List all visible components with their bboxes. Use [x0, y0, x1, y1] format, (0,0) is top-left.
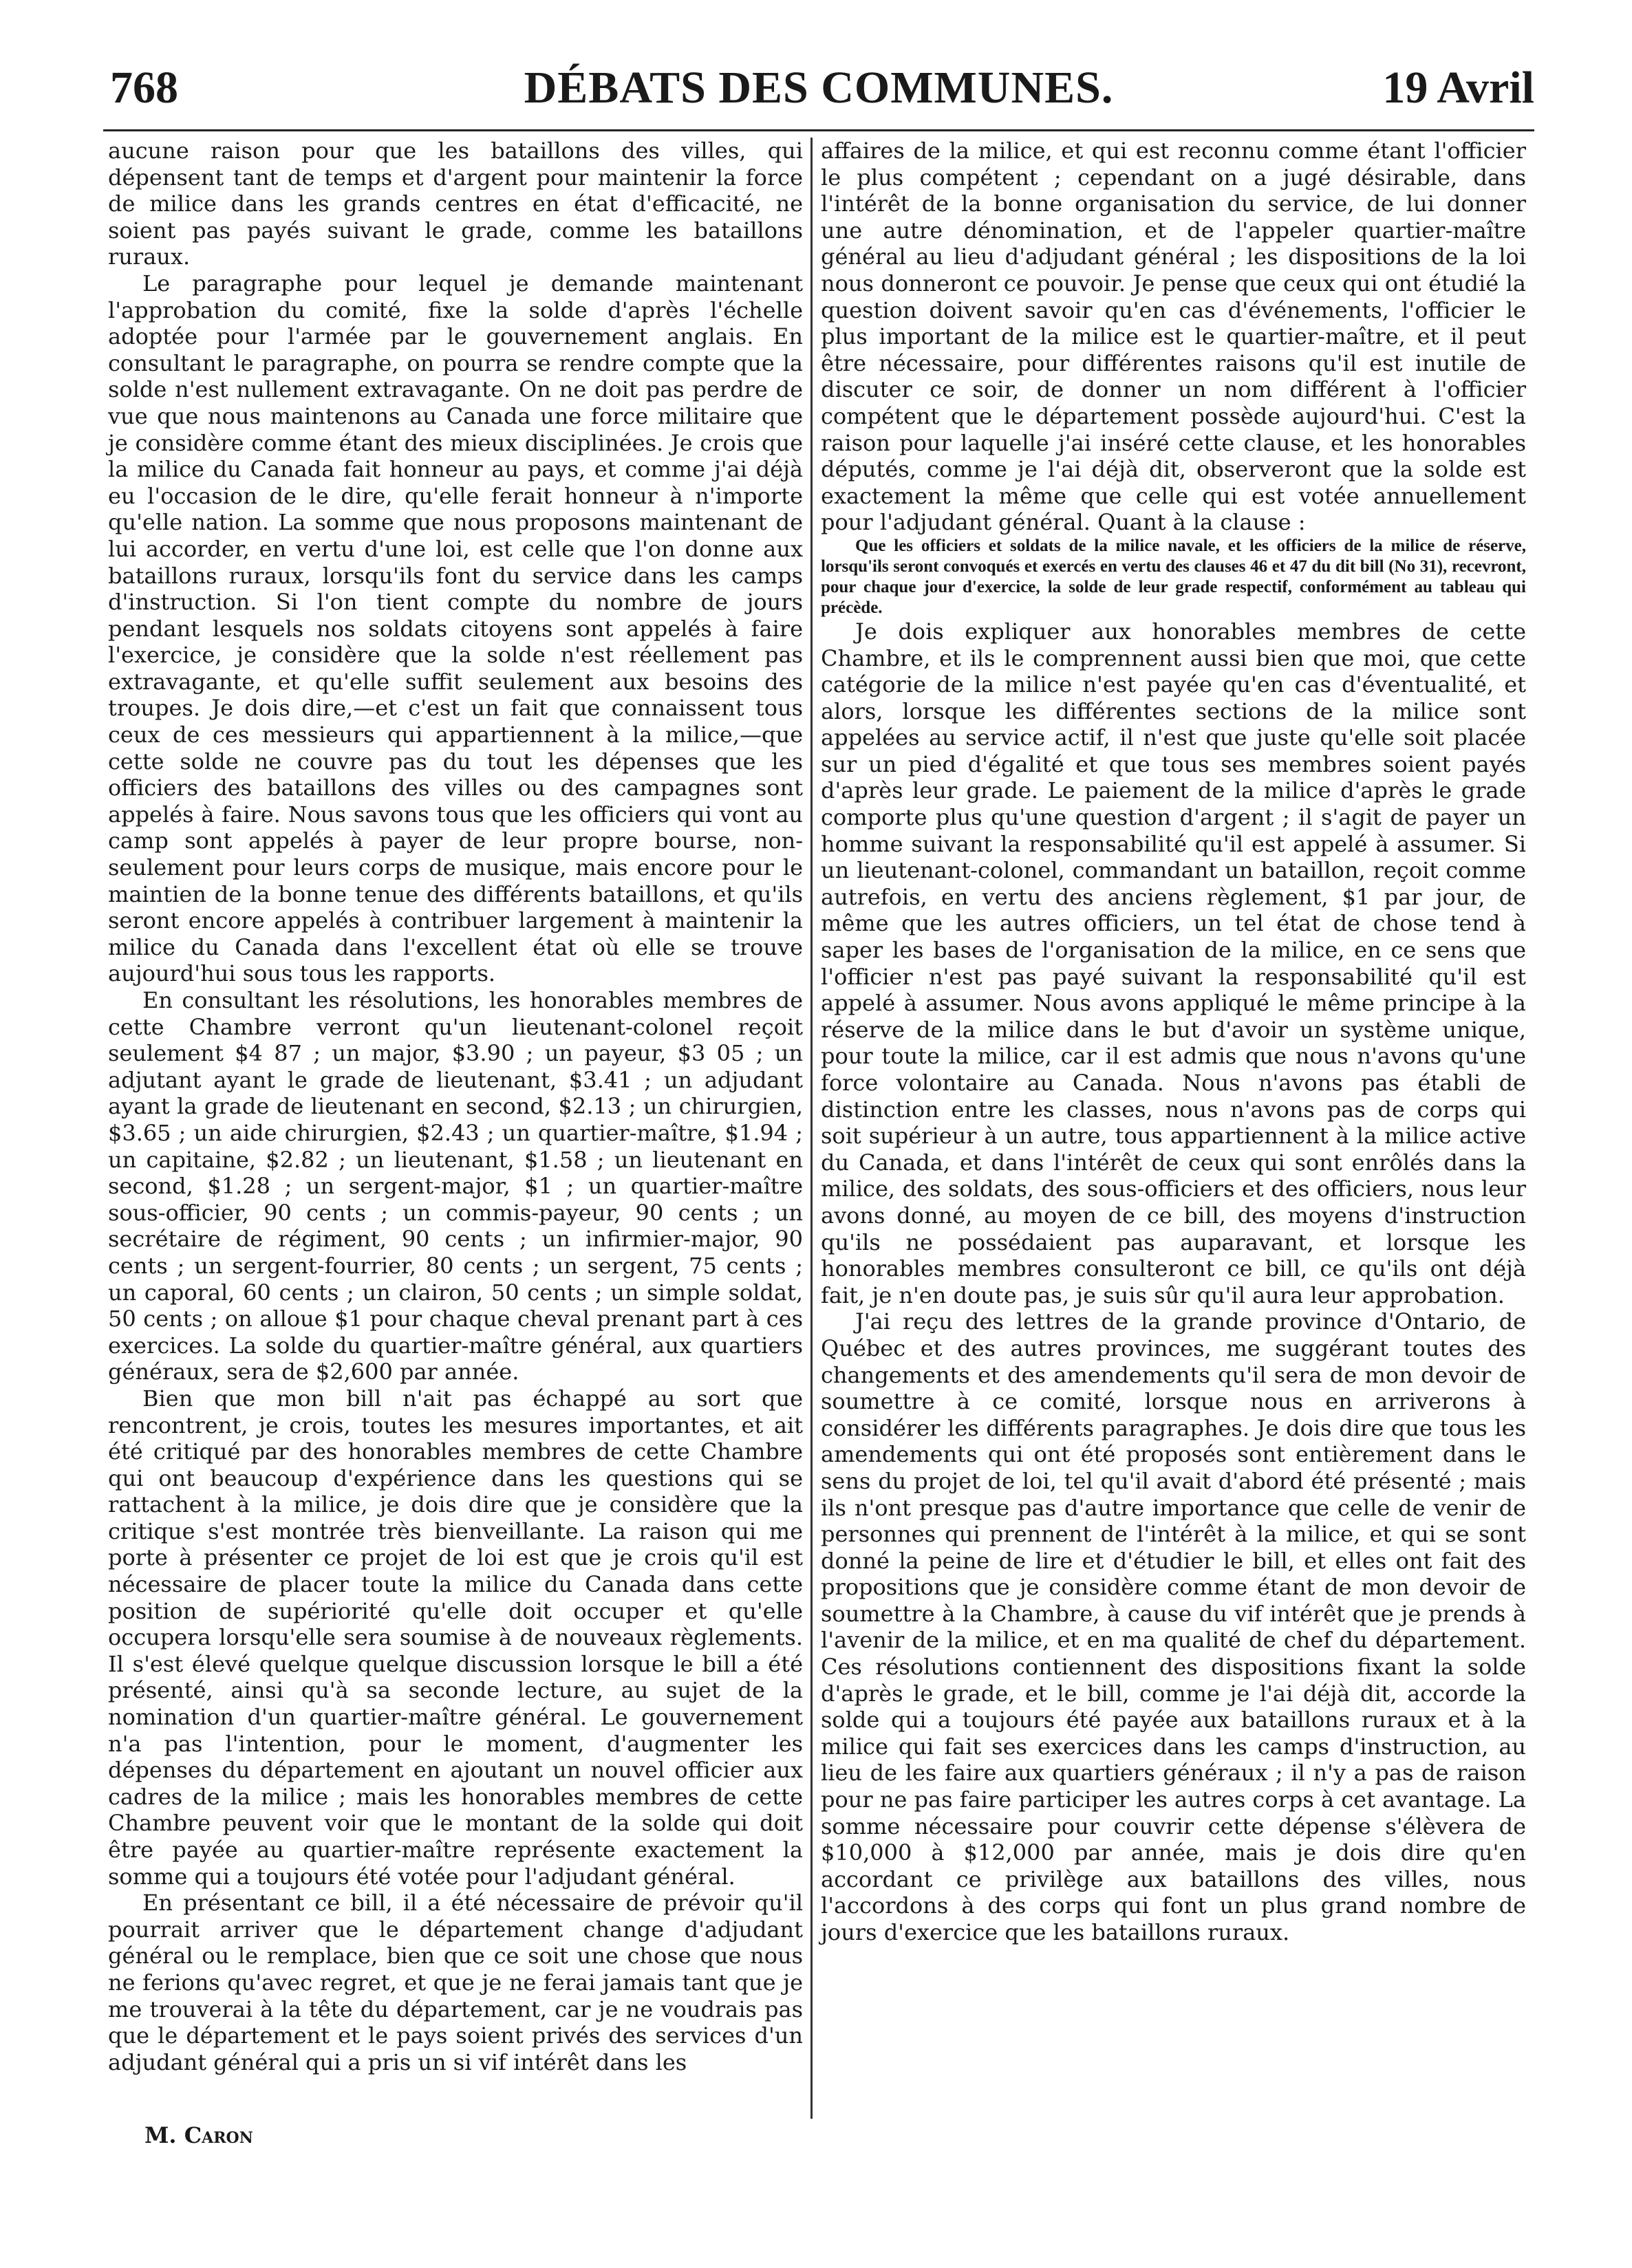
quoted-clause: Que les officiers et soldats de la milice navale, et les officiers de la milice de réserve, lorsqu'ils seront convoqués et exercés en vertu des clauses 46 et 47 du dit bill (No 31), recevront, pour chaque jour d'exercice, la solde de leur grade respectif, conformément au tableau qui précède.: [821, 536, 1526, 617]
page-date: 19 Avril: [1382, 63, 1534, 113]
column-divider: [810, 138, 813, 2119]
paragraph: Bien que mon bill n'ait pas échappé au sort que rencontrent, je crois, toutes les mesures importantes, et ait été critiqué par des honorables membres de cette Chambre qui ont beaucoup d'expérience dans les questions qui se rattachent à la milice, je dois dire que je considère que la critique s'est montrée très bienveillante. La raison qui me porte à présenter ce projet de loi est que je crois qu'il est nécessaire de placer toute la milice du Canada dans cette position de supériorité qu'elle doit occuper et qu'elle occupera lorsqu'elle sera soumise à de nouveaux règlements. Il s'est élevé quelque quelque discussion lorsque le bill a été présenté, ainsi qu'à sa seconde lecture, au sujet de la nomination d'un quartier-maître général. Le gouvernement n'a pas l'intention, pour le moment, d'augmenter les dépenses du département en ajoutant un nouvel officier aux cadres de la milice ; mais les honorables membres de cette Chambre peuvent voir que le montant de la solde qui doit être payée au quartier-maître représente exactement la somme qui a toujours été votée pour l'adjudant général.: [108, 1385, 803, 1890]
paragraph: affaires de la milice, et qui est reconnu comme étant l'officier le plus compétent ; cependant on a jugé désirable, dans l'intérêt de la bonne organisation du service, de lui donner une autre dénomination, et de l'appeler quartier-maître général au lieu d'adjudant général ; les dispositions de la loi nous donneront ce pouvoir. Je pense que ceux qui ont étudié la question doivent savoir qu'en cas d'événements, l'officier le plus important de la milice est le quartier-maître, et il peut être nécessaire, pour différentes raisons qu'il est inutile de discuter ce soir, de donner un nom différent à l'officier compétent que le département possède aujourd'hui. C'est la raison pour laquelle j'ai inséré cette clause, et les honorables députés, comme je l'ai déjà dit, observeront que la solde est exactement la même que celle qui est votée annuellement pour l'adjudant général. Quant à la clause :: [821, 138, 1526, 536]
paragraph: J'ai reçu des lettres de la grande province d'Ontario, de Québec et des autres provinces, me suggérant toutes des changements et des amendements qu'il sera de mon devoir de soumettre à ce comité, lorsque nous en arriverons à considérer les différents paragraphes. Je dois dire que tous les amendements qui ont été proposés sont entièrement dans le sens du projet de loi, tel qu'il avait d'abord été présenté ; mais ils n'ont presque pas d'autre importance que celle de venir de personnes qui prennent de l'intérêt à la milice, et qui se sont donné la peine de lire et d'étudier le bill, et elles ont fait des propositions que je considère comme étant de mon devoir de soumettre à la Chambre, à cause du vif intérêt que je prends à l'avenir de la milice, et en ma qualité de chef du département. Ces résolutions contiennent des dispositions fixant la solde d'après le grade, et le bill, comme je l'ai déjà dit, accorde la solde qui a toujours été payée aux bataillons ruraux et à la milice qui fait ses exercices dans les camps d'instruction, au lieu de les faire aux quartiers généraux ; il n'y a pas de raison pour ne pas faire participer les autres corps à cet avantage. La somme nécessaire pour couvrir cette dépense s'élèvera de $10,000 à $12,000 par année, mais je dois dire qu'en accordant ce privilège aux bataillons des villes, nous l'accordons à des corps qui font un plus grand nombre de jours d'exercice que les bataillons ruraux.: [821, 1308, 1526, 1945]
journal-title: DÉBATS DES COMMUNES.: [524, 63, 1114, 113]
left-column: [108, 138, 803, 2075]
paragraph: aucune raison pour que les bataillons des villes, qui dépensent tant de temps et d'argent pour maintenir la force de milice dans les grands centres en état d'efficacité, ne soient pas payés suivant le grade, comme les bataillons ruraux.: [108, 138, 803, 270]
page-header: [103, 62, 1534, 127]
speaker-signature: M. Caron: [144, 2122, 253, 2148]
header-rule: [103, 129, 1534, 131]
paragraph: Je dois expliquer aux honorables membres de cette Chambre, et ils le comprennent aussi bien que moi, que cette catégorie de la milice n'est payée qu'en cas d'éventualité, et alors, lorsque les différentes sections de la milice sont appelées au service actif, il n'est que juste qu'elle soit placée sur un pied d'égalité et que tous ses membres soient payés d'après leur grade. Le paiement de la milice d'après le grade comporte plus qu'une question d'argent ; il s'agit de payer un homme suivant la responsabilité qu'il est appelé à assumer. Si un lieutenant-colonel, commandant un bataillon, reçoit comme autrefois, en vertu des anciens règlement, $1 par jour, de même que les autres officiers, un tel état de chose tend à saper les bases de l'organisation de la milice, en ce sens que l'officier n'est pas payé suivant la responsabilité qu'il est appelé à assumer. Nous avons appliqué le même principe à la réserve de la milice dans le but d'avoir un système unique, pour toute la milice, car il est admis que nous n'avons qu'une force volontaire au Canada. Nous n'avons pas établi de distinction entre les classes, nous n'avons pas de corps qui soit supérieur à un autre, tous appartiennent à la milice active du Canada, et dans l'intérêt de ceux qui sont enrôlés dans la milice, des soldats, des sous-officiers et des officiers, nous leur avons donné, au moyen de ce bill, des moyens d'instruction qu'ils ne possédaient pas auparavant, et lorsque les honorables membres consulteront ce bill, ce qu'ils ont déjà fait, je n'en doute pas, je suis sûr qu'il aura leur approbation.: [821, 618, 1526, 1308]
right-column: [821, 138, 1526, 1946]
paragraph: En consultant les résolutions, les honorables membres de cette Chambre verront qu'un lieutenant-colonel reçoit seulement $4 87 ; un major, $3.90 ; un payeur, $3 05 ; un adjutant ayant le grade de lieutenant, $3.41 ; un adjudant ayant la grade de lieutenant en second, $2.13 ; un chirurgien, $3.65 ; un aide chirurgien, $2.43 ; un quartier-maître, $1.94 ; un capitaine, $2.82 ; un lieutenant, $1.58 ; un lieutenant en second, $1.28 ; un sergent-major, $1 ; un quartier-maître sous-officier, 90 cents ; un commis-payeur, 90 cents ; un secrétaire de régiment, 90 cents ; un infirmier-major, 90 cents ; un sergent-fourrier, 80 cents ; un sergent, 75 cents ; un caporal, 60 cents ; un clairon, 50 cents ; un simple soldat, 50 cents ; on alloue $1 pour chaque cheval prenant part à ces exercices. La solde du quartier-maître général, aux quartiers généraux, sera de $2,600 par année.: [108, 987, 803, 1385]
paragraph: Le paragraphe pour lequel je demande maintenant l'approbation du comité, fixe la solde d'après l'échelle adoptée pour l'armée par le gouvernement anglais. En consultant le paragraphe, on pourra se rendre compte que la solde n'est nullement extravagante. On ne doit pas perdre de vue que nous maintenons au Canada une force militaire que je considère comme étant des mieux disciplinées. Je crois que la milice du Canada fait honneur au pays, et comme j'ai déjà eu l'occasion de le dire, qu'elle ferait honneur à n'importe qu'elle nation. La somme que nous proposons maintenant de lui accorder, en vertu d'une loi, est celle que l'on donne aux bataillons ruraux, lorsqu'ils font du service dans les camps d'instruction. Si l'on tient compte du nombre de jours pendant lesquels nos soldats citoyens sont appelés à faire l'exercice, je considère que la solde n'est réellement pas extravagante, et qu'elle suffit seulement aux besoins des troupes. Je dois dire,—et c'est un fait que connaissent tous ceux de ces messieurs qui appartiennent à la milice,—que cette solde ne couvre pas du tout les dépenses que les officiers des bataillons des villes ou des campagnes sont appelés à faire. Nous savons tous que les officiers qui vont au camp sont appelés à payer de leur propre bourse, non-seulement pour leurs corps de musique, mais encore pour le maintien de la bonne tenue des différents bataillons, et qu'ils seront encore appelés à contribuer largement à maintenir la milice du Canada dans l'excellent état où elle se trouve aujourd'hui sous tous les rapports.: [108, 270, 803, 987]
page-number: 768: [110, 63, 178, 113]
paragraph: En présentant ce bill, il a été nécessaire de prévoir qu'il pourrait arriver que le département change d'adjudant général ou le remplace, bien que ce soit une chose que nous ne ferions qu'avec regret, et que je ne ferai jamais tant que je me trouverai à la tête du département, car je ne voudrais pas que le département et le pays soient privés des services d'un adjudant général qui a pris un si vif intérêt dans les: [108, 1890, 803, 2075]
